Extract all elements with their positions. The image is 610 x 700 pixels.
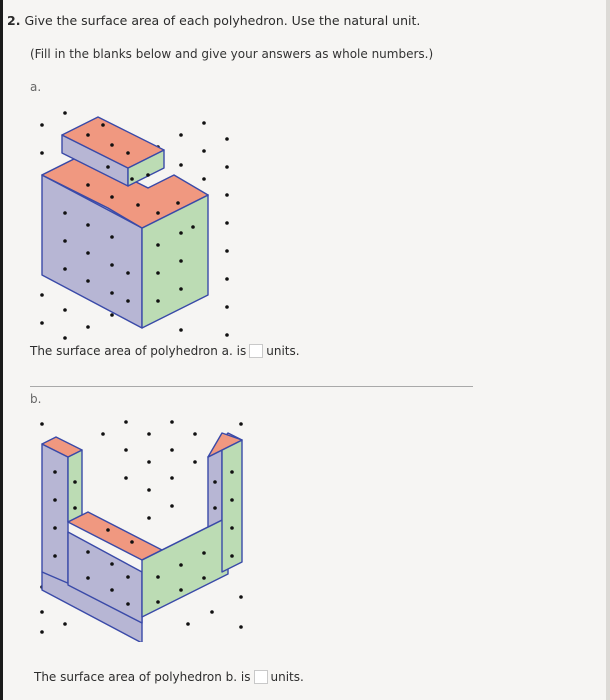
part-b-label: b. [30, 392, 42, 406]
instruction-text: (Fill in the blanks below and give your answers as whole numbers.) [30, 47, 434, 61]
answer-b-prompt: The surface area of polyhedron b. is [34, 670, 251, 684]
pillar-left-right-face [68, 450, 82, 522]
answer-a-units: units. [266, 344, 300, 358]
question-text: Give the surface area of each polyhedron. Use the natural unit. [24, 13, 421, 28]
question-heading [7, 13, 420, 28]
part-a-label: a. [30, 80, 42, 94]
answer-line-b [34, 670, 304, 684]
question-number: 2. [7, 13, 21, 28]
answer-line-a [30, 344, 300, 358]
section-divider [30, 386, 473, 387]
pillar-right-right-face [222, 440, 242, 572]
answer-a-input[interactable] [249, 344, 263, 358]
pillar-right-left-face [208, 450, 222, 527]
base-right-face [142, 517, 228, 617]
answer-b-units: units. [270, 670, 304, 684]
polyhedron-a-figure [28, 95, 238, 345]
polyhedron-a [42, 117, 208, 328]
answer-a-prompt: The surface area of polyhedron a. is [30, 344, 247, 358]
answer-b-input[interactable] [254, 670, 268, 684]
pillar-left-left-face [42, 444, 68, 585]
polyhedron-b-figure [28, 412, 258, 642]
